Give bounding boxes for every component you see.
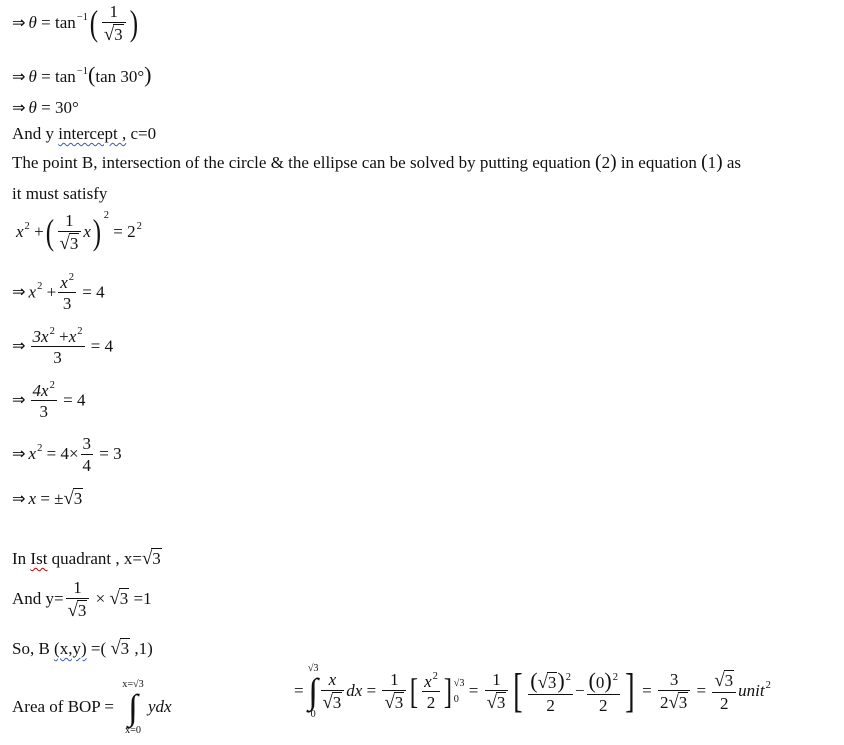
step-theta-tan30: ⇒ $\theta = \tan^{-1}(\tan$ 30°)	[12, 62, 152, 87]
point-b-sentence: The point B, intersection of the circle & the ellipse can be solved by putting equation (2) in equation (1) as	[12, 152, 742, 173]
step-theta-arctan: ⇒ $\theta = \tan^{-1}$( $\frac{1}{√3}$ )	[12, 2, 138, 45]
y-value-line: And y= $\frac{1}{√3}$ × √3 =1	[12, 578, 152, 621]
area-calculation: = √3 ∫ 0 $\frac{x}{√3}$ dx = $\frac{1}{√3}$ [ $\frac{x^2}{2}$ ] √3 0 = $\frac{1}{√3}$ [ $\frac{(√3)^2}{2}$ − $\frac{(0)^2}{2}$ ] = $\frac{3}{2√3}$ = $\frac{√3}{2}$ unit$^2$	[294, 663, 771, 720]
step-eq4: ⇒ $\frac{4x^2}{3}$ = 4	[12, 380, 86, 422]
y-intercept-line: And y intercept , c=0	[12, 124, 157, 143]
area-label: Area of BOP = x=√3 ∫ x=0 ydx	[12, 679, 172, 736]
step-eq2: ⇒ $x^2$ + $\frac{x^2}{3}$ = 4	[12, 272, 105, 314]
point-b-sentence-cont: it must satisfy	[12, 184, 108, 203]
step-eq5: ⇒ $x^2 = 4\times$ $\frac{3}{4}$ = 3	[12, 434, 122, 475]
step-eq3: ⇒ $\frac{3x^2 +x^2}{3}$ = 4	[12, 326, 114, 368]
step-theta-result: ⇒ θ = 30°	[12, 98, 79, 117]
point-b-coords: So, B (x,y) =( √3 ,1)	[12, 638, 153, 659]
quadrant-line: In Ist quadrant , x=√3	[12, 548, 161, 569]
implies-symbol: ⇒	[12, 12, 26, 32]
step-eq6: ⇒ x = ±√3	[12, 488, 83, 509]
circle-substitution: $x^2$ +( $\frac{1}{√3}$ x) $^2 = 2^2$	[16, 210, 142, 254]
integral-sign: x=√3 ∫ x=0	[122, 679, 144, 736]
